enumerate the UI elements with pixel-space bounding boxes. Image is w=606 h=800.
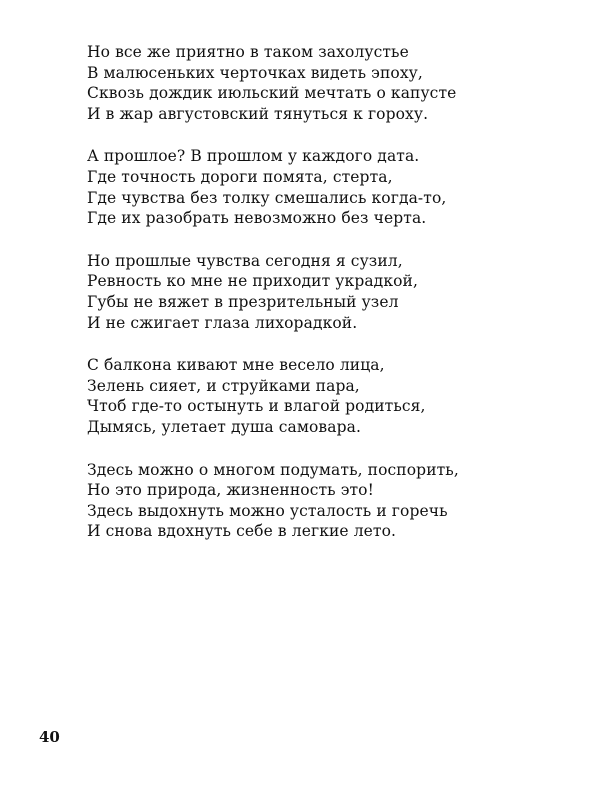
stanza-2 [87, 146, 567, 228]
poem-line: Сквозь дождик июльский мечтать о капусте [87, 84, 457, 103]
poem-line: Но все же приятно в таком захолустье [87, 43, 409, 61]
poem-line: Ревность ко мне не приходит украдкой, [87, 272, 419, 291]
page-number: 40 [39, 728, 60, 746]
poem-line: Где чувства без толку смешались когда-то, [87, 188, 447, 207]
poem-line: В малюсеньких черточках видеть эпоху, [87, 63, 423, 82]
poem-line: Губы не вяжет в презрительный узел [87, 292, 399, 311]
poem-line: Зелень сияет, и струйками пара, [87, 376, 360, 395]
poem-line: С балкона кивают мне весело лица, [87, 356, 385, 375]
poem-line: Где их разобрать невозможно без черта. [87, 209, 427, 228]
poem [87, 42, 567, 564]
poem-line: Где точность дороги помята, стерта, [87, 167, 393, 186]
poem-line: А прошлое? В прошлом у каждого дата. [87, 147, 420, 166]
stanza-5 [87, 460, 567, 542]
poem-line: Здесь выдохнуть можно усталость и горечь [87, 501, 448, 520]
poem-line: Но прошлые чувства сегодня я сузил, [87, 251, 403, 270]
poem-line: Дымясь, улетает душа самовара. [87, 417, 361, 436]
stanza-1 [87, 42, 567, 124]
stanza-4 [87, 355, 567, 437]
poem-line: Здесь можно о многом подумать, поспорить, [87, 460, 459, 479]
poem-line: Чтоб где-то остынуть и влагой родиться, [87, 397, 426, 416]
poem-line: И не сжигает глаза лихорадкой. [87, 313, 358, 332]
stanza-3 [87, 251, 567, 333]
poem-line: И снова вдохнуть себе в легкие лето. [87, 522, 397, 541]
poem-line: Но это природа, жизненность это! [87, 481, 374, 500]
poem-line: И в жар августовский тянуться к гороху. [87, 104, 429, 123]
